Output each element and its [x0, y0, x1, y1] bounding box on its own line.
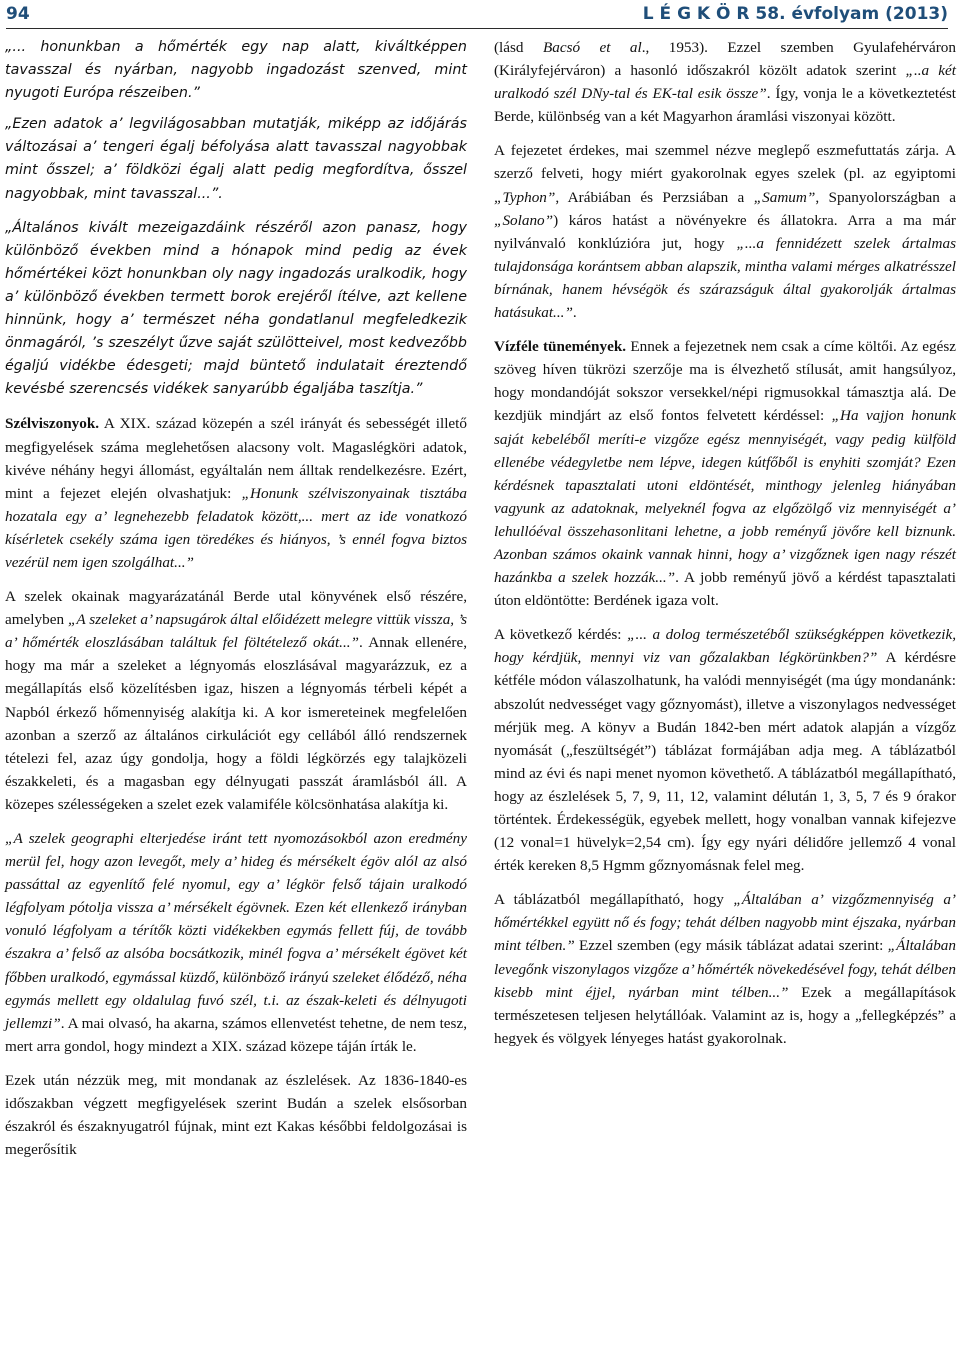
right-column [494, 36, 956, 1050]
text-run: ., 1953). Ezzel szemben Gyulafehérváron (Királyfejérváron) a hasonló időszakról közölt adatok szerint [494, 39, 956, 80]
inline-quote: „Honunk szélviszonyainak tisztába hozatala egy a’ legnehezebb feladatok között,... mert az ide vonatkozó kísérletek csekély száma igen töredékes és hiányos, ’s ennél fogva biztos vezérül nem igen szolgálhat...” [5, 484, 467, 571]
wind-name: „Typhon” [494, 188, 556, 206]
text-run: . A jobb reményű jövő a kérdést tapasztalati úton eldöntötte: Berdének igaza volt. [494, 569, 956, 610]
body-paragraph: Ezek után nézzük meg, mit mondanak az észlelések. Az 1836-1840-es időszakban végzett megfigyelések szerint Budán a szelek elsősorban északról és északnyugatról fújnak, mint ezt Kakas későbbi feldolgozásai is megerősítik [5, 1071, 467, 1159]
inline-quote: „A szelek geographi elterjedése iránt tett nyomozásokból azon eredmény merül fel, hogy azon levegőt, mely a’ hideg és mérsékelt égöv alól az alsó passáttal az egyenlítő felé nyomul, egy a’ légkör felső tájain uralkodó légfolyam pótolja vissza a’ mérsékelt égövnek. Ezen két ellenkező irányban vonuló légfolyam a térítők közti vidékekben egymás fellett fúj, de tovább északra a’ felső az alsóba bocsátkozik, minél fogva a’ mérsékelt égövet két főbben uralkodó, egymással küzdő, különböző irányú szeleket élődéző, néha egymás mellett egy oldalulag fuvó szél, t.i. az észak-keleti és délnyugoti jellemzi” [5, 830, 467, 1032]
text-run: . A mai olvasó, ha akarna, számos ellenvetést tehetne, de nem tesz, mert arra gondol, hogy mindezt a XIX. század közepe táján írták le. [5, 1014, 467, 1055]
text-run: Ezzel szemben (egy másik táblázat adatai szerint: [574, 937, 888, 955]
text-run: A következő kérdés: [494, 626, 628, 644]
left-column [5, 36, 467, 1161]
text-run: A táblázatból megállapítható, hogy [494, 891, 734, 909]
body-paragraph [5, 412, 467, 574]
quote-paragraph: „Általános kivált mezeigazdáink részéről azon panasz, hogy különböző években mind a hónapok mind pedig az évek hőmértékei közt honunkban oly nagy ingadozás uralkodik, hogy a’ különböző években termett borok erejéről ítélve, azt kellene hinnünk, hogy a’ természet néha gondatlanul megfeledkezik önmagáról, ’s szeszélyt űzve saját szülötteivel, most kedvezőbb égaljú vidékbe édesgeti; majd büntető indulatait éreztendő kevésbé szerencsés vidékek sanyarúbb égaljába taszítja.” [5, 219, 467, 398]
text-run: , Spanyolországban a [815, 188, 957, 206]
text-run: . Annak ellenére, hogy ma már a szeleket a légnyomás eloszlásával magyarázzuk, ez a megállapítás első közelítésben igaz, hiszen a légnyomás térbeli képét a Napból érkező hőmennyiség alakítja ki. A kor ismereteinek megfelelően azonban a szerző az általános cirkulációt egy cellából álló rendszernek tételezi fel, azaz úgy gondolja, hogy a földi légkörzés egy talajközeli északkeleti, és a magasban egy délnyugati passzát áramlásból áll. A közepes szélességeken a szelet ezek valamiféle kölcsönhatása alakítja ki. [5, 634, 467, 813]
wind-name: „Solano” [494, 211, 554, 229]
inline-quote: „..a két uralkodó szél DNy-tal és EK-tal esik össze” [494, 62, 956, 103]
page-number: 94 [6, 4, 30, 24]
text-run: Ennek a fejezetnek nem csak a címe költői. Az egész szöveg híven tükrözi szerzője ma is élvezhető stílusát, amit hangsúlyoz, hogy mondandóját sokszor versekkel/népi rigmusokkal támasztja alá. De kezdjük mindjárt az első fontos felvetett kérdéssel: [494, 338, 957, 425]
text-run: A fejezetet érdekes, mai szemmel nézve meglepő eszmefuttatás zárja. A szerző felveti, hogy miért gyakorolnak egyes szelek (pl. az egyiptomi [494, 142, 956, 183]
journal-title: L É G K Ö R 58. évfolyam (2013) [642, 4, 948, 24]
body-paragraph [5, 585, 467, 816]
wind-name: „Samum” [753, 188, 816, 206]
inline-quote: „Ha vajjon honunk saját kebeléből meríti-e vizgőze egész mennyiségét, vagy pedig külföld ellenébe védegyletbe nem lépve, idegen kútfőből is enyhiti szomját? Ezen kérdésnek tapasztalati utoni eldöntését, minthogy jelenleg hiányában vagyunk az adatoknak, melyeknél fogva az elgőzölgő viz mennyiségét a’ lehullóéval összehasonlitani lehetne, a jobb reményű jövőre kell biznunk. Azonban számos okaink vannak hinni, hogy a’ vizgőznek igen nagy részét hazánkba a szelek hozzák...” [494, 407, 956, 587]
text-run: A szelek okainak magyarázatánál Berde utal könyvének első részére, amelyben [5, 588, 467, 629]
body-paragraph [494, 335, 956, 612]
quote-paragraph: „Ezen adatok a’ legvilágosabban mutatják, miképp az időjárás változásai a’ tengeri égalj béfolyása alatt tavasszal nagyobbak mint ősszel; a’ földközi égalj alatt pedig megfordítva, ősszel nagyobbak, mint tavasszal...”. [5, 116, 467, 202]
text-run: . Így, vonja le a következtetést Berde, különbség van a két Magyarhon áramlási viszonyai között. [494, 85, 956, 126]
text-run: ) káros hatást a növényekre és állatokra. Arra a ma már nyilvánvaló konklúzióra jut, hogy [494, 211, 956, 252]
text-run: . [572, 304, 577, 322]
running-header [6, 2, 948, 29]
inline-quote: „Általában a’ vizgőzmennyiség a’ hőmértékkel együtt nő és fogy; tehát délben nagyobb mint éjszaka, nyárban mint télben.” [494, 891, 956, 955]
inline-quote: „... a dolog természetéből szükségképpen következik, hogy kérdjük, mennyi viz van gőzalakban légkörünkben?” [494, 626, 956, 667]
body-paragraph [494, 623, 956, 877]
text-run: , Arábiában és Perzsiában a [555, 188, 754, 206]
body-paragraph [494, 139, 956, 324]
inline-quote: „...a fennidézett szelek ártalmas tulajdonsága korántsem abban alapszik, mintha valami mérges alkatrésszel bírnának, hanem hévségök és szárazságuk által gyakorolják ártalmas hatásukat...” [494, 234, 957, 322]
inline-quote: „A szeleket a’ napsugárok által előidézett melegre vittük vissza, ’s a’ hőmérték eloszlásában találtuk fel föltételező okát...” [5, 611, 467, 652]
text-run: A XIX. század közepén a szél irányát és sebességét illető megfigyelések száma meglehetősen alacsony volt. Magaslégköri adatok, kivéve néhány hegyi állomást, egyáltalán nem álltak rendelkezésre. Ezért, mint a fejezet elején olvashatjuk: [5, 415, 467, 502]
body-paragraph [5, 827, 467, 1058]
quote-paragraph: „... honunkban a hőmérték egy nap alatt, kiváltképpen tavasszal és nyárban, nagyobb ingadozást szenved, mint nyugoti Európa részeiben.” [5, 39, 467, 102]
section-heading: Szélviszonyok. [5, 415, 100, 433]
section-heading: Vízféle tünemények. [494, 338, 627, 356]
body-paragraph [494, 888, 956, 1050]
citation: Bacsó et al [542, 39, 642, 56]
text-run: A kérdésre kétféle módon válaszolhatunk, ha valódi mennyiségét (ma úgy mondanánk: abszolút nedvességet vagy gőznyomást), illetve a viszonylagos nedvességet mérjük meg. A könyv a Budán 1842-ben mért adatok alapján a vízgőz nyomását („feszültségét”) táblázat formájában adja meg. A táblázatból mind az évi és napi menet nyomon követhető. A táblázatból megállapítható, hogy az észlelések 5, 7, 9, 11, 12, valamint délután 1, 3, 5, 7 és 9 órakor történtek. Érdekességük, egyebek mellett, hogy vonalban vannak kifejezve (12 vonal=1 hüvelyk=2,54 cm). Így egy nyári délidőre jellemző 4 vonal érték kereken 8,5 Hgmm gőznyomásnak felel meg. [494, 649, 956, 875]
text-run: Ezek a megállapítások természetesen teljesen helytállóak. Valamint az is, hogy a „fellegképzés” a hegyek és völgyek lényeges hatást gyakorolnak. [494, 983, 956, 1047]
inline-quote: „Általában levegőnk viszonylagos vizgőze a’ hőmérték növekedésével fogy, tehát délben kisebb mint éjjel, nyárban mint télben...” [494, 937, 956, 1001]
text-run: (lásd [494, 39, 543, 56]
body-paragraph [494, 36, 956, 128]
